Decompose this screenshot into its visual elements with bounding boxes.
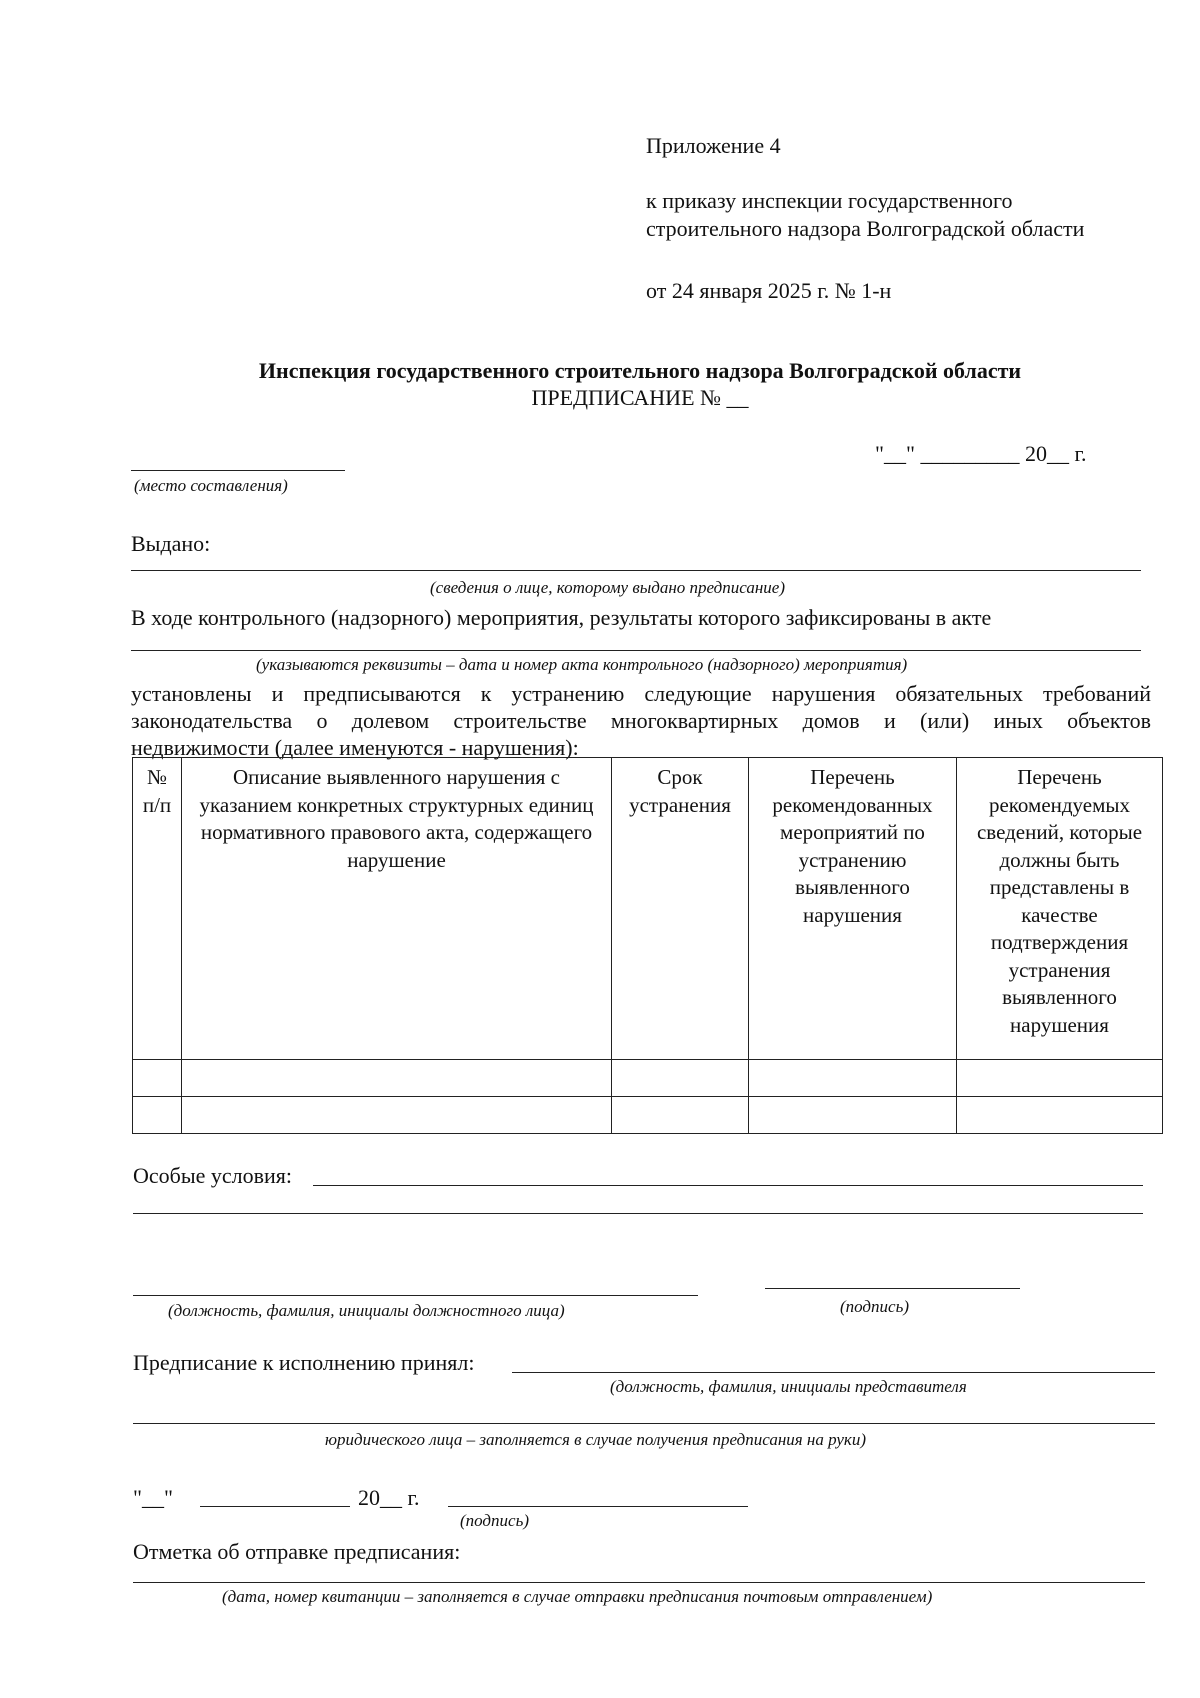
organization-name: Инспекция государственного строительного надзора Волгоградской области [258, 358, 1022, 383]
order-reference-line1: к приказу инспекции государственного [646, 188, 1013, 213]
place-caption: (место составления) [134, 476, 288, 495]
issued-line [131, 570, 1141, 571]
document-title: ПРЕДПИСАНИЕ № __ [531, 385, 749, 410]
table-cell[interactable] [612, 1060, 749, 1097]
special-conditions-label: Особые условия: [133, 1163, 293, 1188]
violations-intro-line3: недвижимости (далее именуются - нарушения): [131, 735, 579, 760]
date-line: "__" _________ 20__ г. [875, 441, 1087, 466]
official-position-line [133, 1295, 698, 1296]
accept-date-quote: "__" [133, 1485, 173, 1510]
dispatch-caption: (дата, номер квитанции – заполняется в случае отправки предписания почтовым отправлением) [222, 1587, 933, 1606]
violations-intro-line2: законодательства о долевом строительстве многоквартирных домов и (или) иных объектов [131, 708, 1151, 733]
header-number: № п/п [133, 758, 182, 1060]
accepted-line2 [133, 1423, 1155, 1424]
header-measures: Перечень рекомендованных мероприятий по устранению выявленного нарушения [749, 758, 957, 1060]
accept-signature-caption: (подпись) [460, 1511, 529, 1530]
act-caption: (указываются реквизиты – дата и номер акта контрольного (надзорного) мероприятия) [256, 655, 908, 674]
act-text: В ходе контрольного (надзорного) мероприятия, результаты которого зафиксированы в акте [131, 605, 992, 630]
accept-date-month-line [200, 1506, 350, 1507]
accept-signature-line [448, 1506, 748, 1507]
accepted-caption2: юридического лица – заполняется в случае получения предписания на руки) [325, 1430, 867, 1449]
table-cell[interactable] [749, 1060, 957, 1097]
accept-date-year: 20__ г. [358, 1485, 420, 1510]
appendix-title: Приложение 4 [646, 133, 781, 158]
accepted-label: Предписание к исполнению принял: [133, 1350, 475, 1375]
accepted-caption1: (должность, фамилия, инициалы представителя [610, 1377, 967, 1396]
order-reference-line2: строительного надзора Волгоградской области [646, 216, 1085, 241]
violations-table [132, 757, 1163, 1134]
table-cell[interactable] [957, 1097, 1163, 1134]
header-confirmation: Перечень рекомендуемых сведений, которые должны быть представлены в качестве подтверждения устранения выявленного нарушения [957, 758, 1163, 1060]
table-cell[interactable] [957, 1060, 1163, 1097]
official-signature-caption: (подпись) [840, 1297, 909, 1316]
act-line [131, 650, 1141, 651]
table-cell[interactable] [749, 1097, 957, 1134]
official-signature-line [765, 1288, 1020, 1289]
table-cell[interactable] [182, 1060, 612, 1097]
table-cell[interactable] [612, 1097, 749, 1134]
table-cell[interactable] [133, 1060, 182, 1097]
official-position-caption: (должность, фамилия, инициалы должностного лица) [168, 1301, 565, 1320]
special-conditions-line2 [133, 1213, 1143, 1214]
violations-intro-line1: установлены и предписываются к устранению следующие нарушения обязательных требований [131, 681, 1151, 706]
dispatch-line [133, 1582, 1145, 1583]
header-description: Описание выявленного нарушения с указанием конкретных структурных единиц нормативного правового акта, содержащего нарушение [182, 758, 612, 1060]
order-date: от 24 января 2025 г. № 1-н [646, 278, 892, 303]
table-cell[interactable] [182, 1097, 612, 1134]
header-deadline: Срок устранения [612, 758, 749, 1060]
place-line [131, 470, 345, 471]
table-row [133, 1097, 1163, 1134]
table-row [133, 1060, 1163, 1097]
issued-label: Выдано: [131, 531, 211, 556]
table-header-row [133, 758, 1163, 1060]
special-conditions-line1 [313, 1185, 1143, 1186]
dispatch-label: Отметка об отправке предписания: [133, 1539, 461, 1564]
accepted-line1 [512, 1372, 1155, 1373]
table-cell[interactable] [133, 1097, 182, 1134]
issued-caption: (сведения о лице, которому выдано предписание) [430, 578, 785, 597]
